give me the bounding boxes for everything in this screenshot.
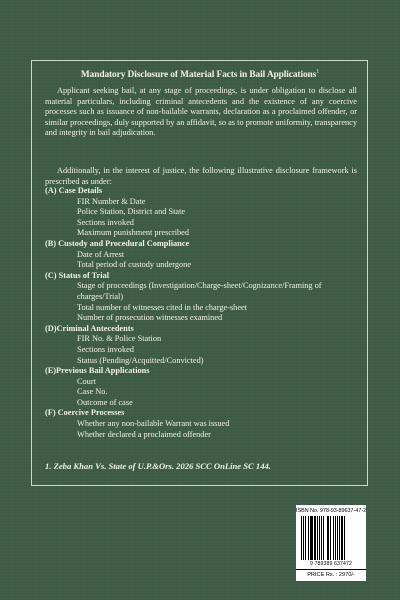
list-item: FIR No. & Police Station	[77, 334, 162, 344]
barcode-bar	[305, 516, 306, 560]
citation-footnote: 1. Zeba Khan Vs. State of U.P.&Ors. 2026 SCC OnLine SC 144.	[45, 461, 271, 471]
list-item: Sections invoked	[77, 344, 134, 354]
list-item: Outcome of case	[77, 397, 133, 407]
list-item: Whether any non-bailable Warrant was issued	[77, 419, 230, 429]
isbn-barcode-box	[296, 505, 366, 581]
list-item: Date of Arrest	[77, 249, 124, 259]
list-item: Whether declared a proclaimed offender	[77, 429, 211, 439]
barcode-bar	[330, 516, 331, 560]
section-heading-e: (E)Previous Bail Applications	[45, 366, 150, 376]
list-item: Number of prosecution witnesses examined	[77, 313, 223, 323]
list-item: Court	[77, 376, 96, 386]
section-heading-f: (F) Coercive Processes	[45, 408, 125, 418]
barcode-bar	[344, 516, 346, 560]
framework-paragraph: Additionally, in the interest of justice, the following illustrative disclosure framework is prescribed as under:	[45, 166, 357, 186]
page-title	[0, 69, 400, 80]
list-item: Status (Pending/Acquitted/Convicted)	[77, 355, 204, 365]
list-item: Total number of witnesses cited in the charge-sheet	[77, 302, 247, 312]
intro-paragraph: Applicant seeking bail, at any stage of proceedings, is under obligation to disclose all material particulars, including criminal antecedents and the existence of any coercive processes such as issuance of non-bailable warrants, declaration as a proclaimed offender, or similar proceedings, duly supported by an affidavit, so as to promote uniformity, transparency and integrity in bail adjudication.	[45, 86, 357, 138]
isbn-label: ISBN No. 978-93-89637-47-2	[296, 508, 367, 514]
list-item: Stage of proceedings (Investigation/Charge-sheet/Cognizance/Framing of charges/Trial)	[77, 281, 322, 301]
barcode-bars	[300, 516, 362, 560]
barcode-bar	[341, 516, 343, 560]
list-item: Sections invoked	[77, 217, 134, 227]
barcode-graphic	[300, 516, 362, 566]
section-heading-c: (C) Status of Trial	[45, 270, 109, 280]
price-label: PRICE Rs. : 2970/-	[296, 569, 366, 581]
list-item: FIR Number & Date	[77, 196, 146, 206]
barcode-bar	[337, 516, 338, 560]
list-item: Case No.	[77, 387, 108, 397]
title-text: Mandatory Disclosure of Material Facts in Bail Applications	[80, 70, 317, 81]
barcode-bar	[323, 516, 325, 560]
barcode-digits: 9 789389 637472	[310, 561, 352, 567]
list-item: Total period of custody undergone	[77, 260, 192, 270]
list-item: Police Station, District and State	[77, 207, 186, 217]
barcode-bar	[308, 516, 309, 560]
section-heading-d: (D)Criminal Antecedents	[45, 323, 134, 333]
list-item: Maximum punishment prescribed	[77, 228, 189, 238]
barcode-bar	[314, 516, 316, 560]
barcode-bar	[319, 516, 320, 560]
barcode-bar	[328, 516, 329, 560]
disclosure-list	[45, 186, 357, 440]
title-footnote-marker: 1	[316, 69, 320, 75]
section-heading-a: (A) Case Details	[45, 186, 103, 195]
section-heading-b: (B) Custody and Procedural Compliance	[45, 238, 190, 248]
